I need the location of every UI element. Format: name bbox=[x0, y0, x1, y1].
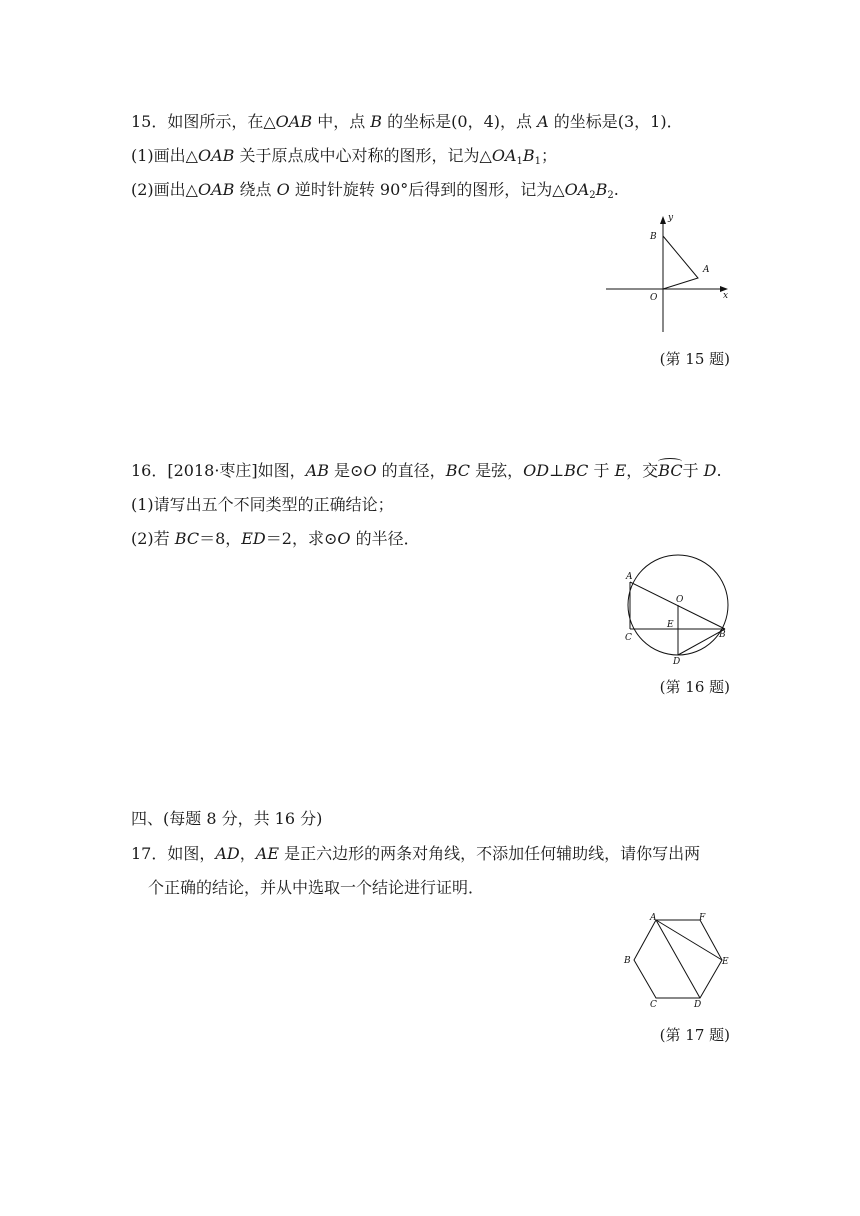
section-4-heading: 四、(每题 8 分，共 16 分) bbox=[131, 809, 323, 828]
label-d: D bbox=[694, 1000, 702, 1010]
y-axis-arrow bbox=[660, 216, 666, 224]
label-e: E bbox=[722, 957, 729, 967]
triangle-oab bbox=[663, 236, 698, 289]
q15-caption: (第 15 题) bbox=[659, 350, 730, 368]
label-a: A bbox=[650, 913, 657, 923]
label-b: B bbox=[719, 630, 726, 640]
label-f: F bbox=[699, 913, 706, 923]
label-o: O bbox=[650, 293, 658, 303]
diagonal-ae bbox=[656, 920, 722, 960]
q17-caption: (第 17 题) bbox=[659, 1026, 730, 1044]
q16-caption: (第 16 题) bbox=[659, 678, 730, 696]
segment-db bbox=[678, 629, 725, 655]
q17-stem: 17．如图，AD，AE 是正六边形的两条对角线，不添加任何辅助线，请你写出两 bbox=[131, 844, 701, 863]
q16-part2: (2)若 BC＝8，ED＝2，求⊙O 的半径． bbox=[131, 529, 420, 548]
q17-hexagon-figure bbox=[618, 908, 738, 1012]
q16-stem: 16．[2018·枣庄]如图，AB 是⊙O 的直径，BC 是弦，OD⊥BC 于 E，交BC于 D. bbox=[131, 461, 722, 480]
label-a: A bbox=[626, 572, 633, 582]
q15-stem: 15．如图所示，在△OAB 中，点 B 的坐标是(0，4)，点 A 的坐标是(3，1)． bbox=[131, 112, 683, 131]
label-e: E bbox=[667, 620, 674, 630]
q16-circle-figure bbox=[618, 553, 738, 668]
q17-stem-line2: 个正确的结论，并从中选取一个结论进行证明． bbox=[148, 878, 485, 897]
label-x: x bbox=[723, 291, 729, 301]
label-c: C bbox=[625, 633, 632, 643]
arc-bc: BC bbox=[658, 461, 683, 480]
q15-part1: (1)画出△OAB 关于原点成中心对称的图形，记为$\triangle OA_1B_1$； bbox=[131, 146, 558, 167]
label-d: D bbox=[673, 657, 681, 667]
q16-part1: (1)请写出五个不同类型的正确结论； bbox=[131, 495, 394, 514]
label-o: O bbox=[676, 595, 684, 605]
label-a: A bbox=[703, 265, 710, 275]
label-c: C bbox=[650, 1000, 657, 1010]
label-b: B bbox=[650, 232, 657, 242]
label-b: B bbox=[624, 956, 631, 966]
label-y: y bbox=[668, 213, 674, 223]
q15-part2: (2)画出△OAB 绕点 O 逆时针旋转 90°后得到的图形，记为$\triangle OA_2B_2$. bbox=[131, 180, 619, 201]
q15-coordinate-figure bbox=[598, 208, 738, 338]
diagonal-ad bbox=[656, 920, 700, 998]
